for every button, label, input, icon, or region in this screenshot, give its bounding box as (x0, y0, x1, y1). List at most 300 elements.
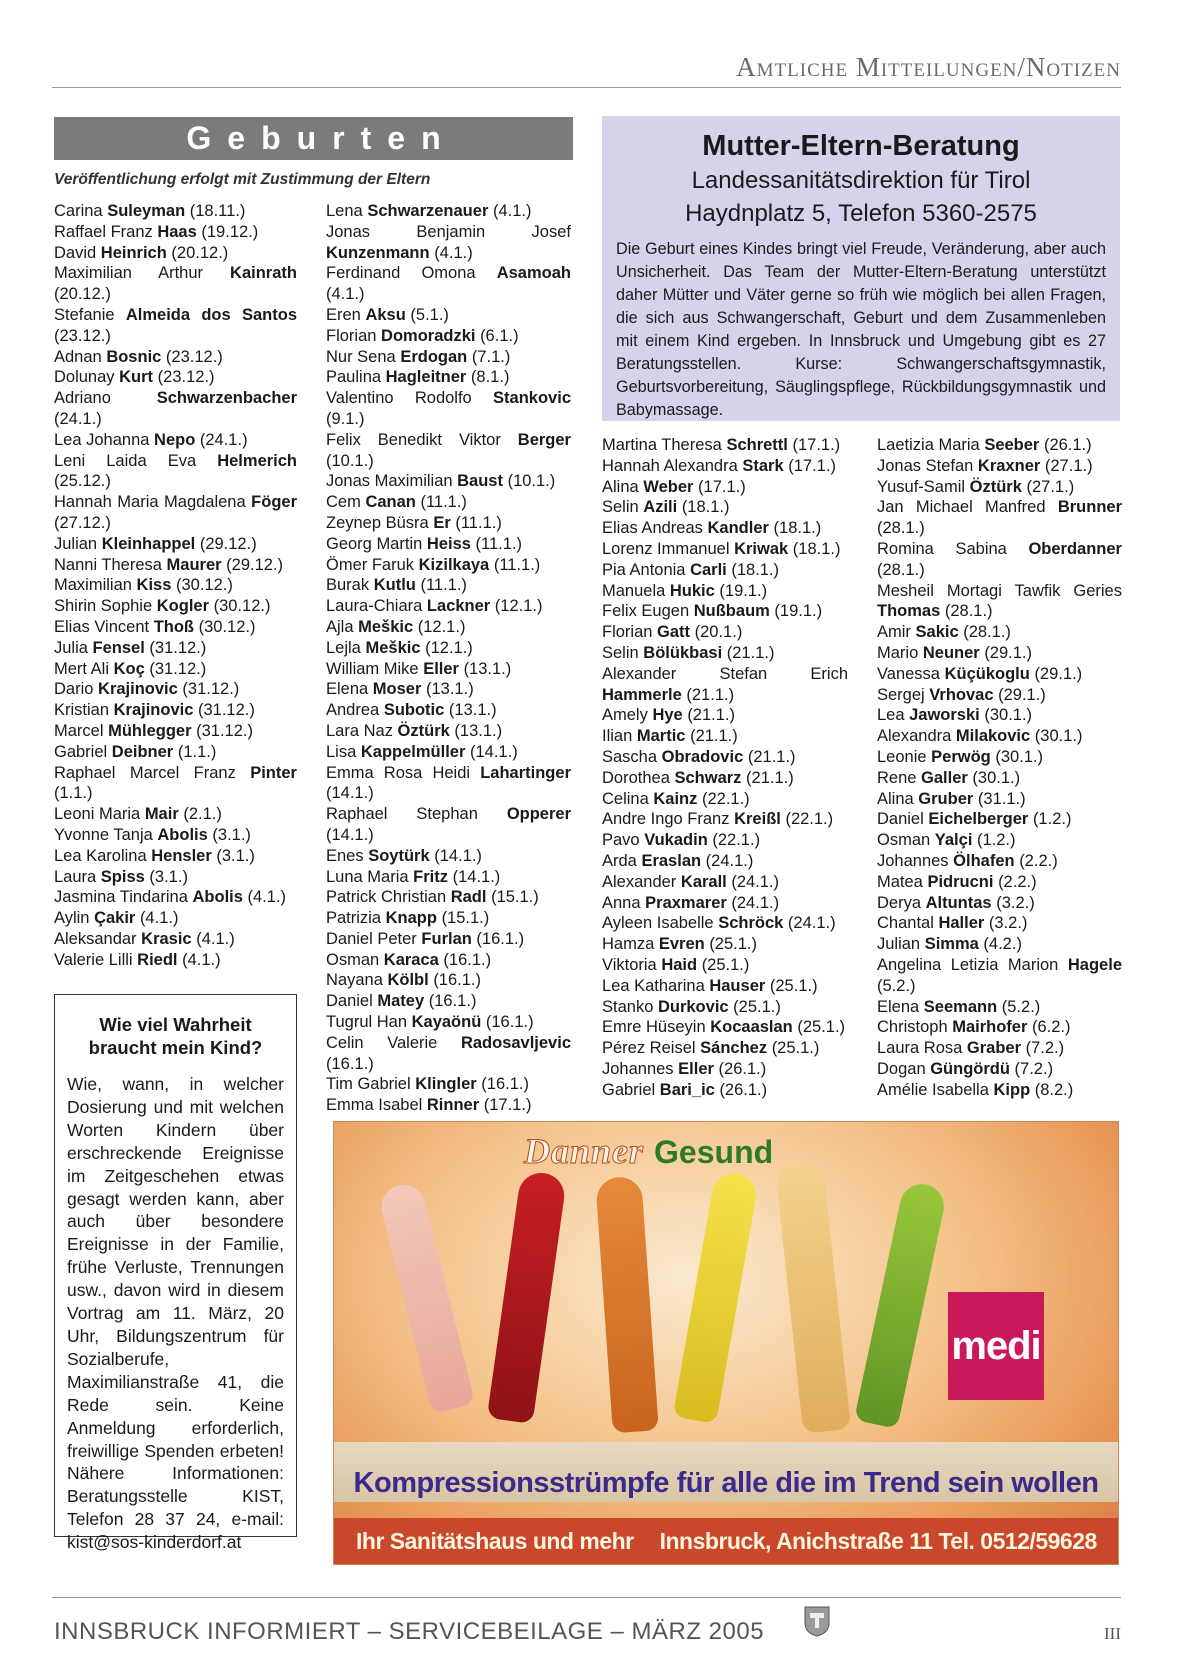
birth-date: (25.1.) (769, 976, 818, 995)
given-names: Julia (54, 638, 88, 657)
birth-entry (54, 887, 297, 908)
birth-entry (602, 560, 848, 581)
birth-date: (27.1.) (1044, 456, 1093, 475)
surname: Oberdanner (1028, 539, 1122, 558)
surname: Heiss (426, 534, 471, 553)
surname: Kandler (707, 519, 769, 538)
birth-entry (602, 789, 848, 810)
surname: Azili (643, 498, 678, 517)
given-names: Raffael Franz (54, 222, 153, 241)
surname: Schröck (718, 914, 784, 933)
birth-entry (326, 846, 571, 867)
birth-date: (6.2.) (1032, 1018, 1071, 1037)
births-banner: Geburten (54, 117, 573, 160)
birth-date: (22.1.) (701, 789, 750, 808)
birth-date: (4.1.) (182, 950, 221, 969)
birth-date: (23.12.) (165, 347, 223, 366)
birth-date: (31.12.) (149, 659, 207, 678)
birth-entry (54, 430, 297, 451)
surname: Kocaaslan (710, 1018, 793, 1037)
given-names: Dolunay (54, 368, 115, 387)
surname: Mair (144, 805, 179, 824)
advice-box-line2: Haydnplatz 5, Telefon 5360-2575 (685, 200, 1037, 227)
birth-date: (16.1.) (476, 929, 525, 948)
surname: Schwarzenbacher (156, 389, 297, 408)
given-names: Osman (877, 831, 931, 850)
birth-entry (877, 581, 1122, 623)
birth-entry (602, 518, 848, 539)
birth-entry (877, 435, 1122, 456)
birth-entry (602, 747, 848, 768)
birth-date: (31.12.) (149, 638, 207, 657)
birth-entry (54, 367, 297, 388)
stocking-leg-image (377, 1180, 475, 1414)
birth-entry (877, 497, 1122, 539)
given-names: Florian (602, 623, 653, 642)
birth-entry (602, 622, 848, 643)
birth-date: (30.12.) (175, 576, 233, 595)
birth-date: (20.12.) (54, 285, 111, 304)
birth-date: (30.1.) (972, 768, 1021, 787)
given-names: Andrea (326, 701, 380, 720)
birth-date: (4.1.) (326, 285, 365, 304)
birth-entry (326, 679, 571, 700)
surname: Martic (636, 727, 686, 746)
given-names: Valentino Rodolfo (326, 389, 472, 408)
surname: Eichelberger (928, 810, 1029, 829)
birth-entry (326, 991, 571, 1012)
surname: Praxmarer (645, 893, 727, 912)
surname: Öztürk (969, 477, 1022, 496)
birth-date: (22.1.) (712, 831, 761, 850)
given-names: Gabriel (602, 1080, 656, 1099)
given-names: Jonas Maximilian (326, 472, 453, 491)
surname: Jaworski (909, 706, 980, 725)
surname: Brunner (1057, 498, 1122, 517)
surname: Klingler (415, 1075, 477, 1094)
birth-entry (602, 976, 848, 997)
surname: Hammerle (602, 685, 682, 704)
birth-entry (877, 955, 1122, 997)
given-names: Julian (54, 534, 98, 553)
given-names: Hamza (602, 935, 655, 954)
surname: Sakic (915, 623, 959, 642)
birth-entry (877, 539, 1122, 581)
given-names: Pérez Reisel (602, 1039, 696, 1058)
surname: Berger (517, 430, 571, 449)
birth-date: (5.2.) (877, 976, 916, 995)
surname: Krasic (141, 929, 192, 948)
birth-date: (31.12.) (198, 701, 255, 720)
birth-entry (54, 451, 297, 493)
given-names: Lisa (326, 742, 357, 761)
given-names: Rene (877, 768, 917, 787)
birth-entry (326, 347, 571, 368)
birth-date: (10.1.) (326, 451, 374, 470)
birth-date: (31.1.) (977, 789, 1026, 808)
given-names: Johannes (602, 1059, 674, 1078)
birth-date: (11.1.) (475, 534, 522, 553)
birth-entry (877, 726, 1122, 747)
brand-suffix: Gesund (654, 1134, 774, 1170)
given-names: Cem (326, 493, 361, 512)
surname: Vukadin (644, 831, 708, 850)
ad-slogan: Kompressionsstrümpfe für alle die im Trend sein wollen (353, 1467, 1099, 1499)
surname: Obradovic (661, 747, 744, 766)
given-names: Maximilian (54, 576, 132, 595)
birth-entry (602, 456, 848, 477)
surname: Kainz (653, 789, 698, 808)
birth-entry (326, 950, 571, 971)
surname: Kriwak (734, 539, 789, 558)
surname: Bölükbasi (643, 643, 723, 662)
given-names: Adriano (54, 389, 111, 408)
page-footer (52, 1597, 1121, 1645)
birth-entry (54, 201, 297, 222)
birth-date: (17.1.) (792, 436, 841, 454)
given-names: Anna (602, 893, 641, 912)
surname: Thomas (877, 602, 941, 621)
birth-entry (326, 263, 571, 305)
given-names: Ferdinand Omona (326, 264, 476, 283)
surname: Kölbl (387, 971, 429, 990)
surname: Küçükoglu (944, 664, 1030, 683)
surname: Durkovic (657, 997, 729, 1016)
given-names: Patrizia (326, 909, 382, 928)
birth-entry (602, 1059, 848, 1080)
birth-entry (602, 1038, 848, 1059)
birth-entry (54, 846, 297, 867)
surname: Hauser (709, 976, 766, 995)
given-names: Laura Rosa (877, 1039, 963, 1058)
birth-entry (326, 763, 571, 805)
given-names: Angelina Letizia Marion (877, 955, 1059, 974)
birth-date: (21.1.) (690, 727, 738, 746)
birth-date: (12.1.) (417, 617, 466, 636)
surname: Hagele (1067, 955, 1122, 974)
surname: Çakir (94, 909, 136, 928)
surname: Milakovic (955, 727, 1031, 746)
birth-entry (326, 430, 571, 472)
birth-entry (326, 804, 571, 846)
birth-entry (326, 534, 571, 555)
publication-name: INNSBRUCK INFORMIERT – SERVICEBEILAGE – MÄRZ 2005 (54, 1618, 765, 1645)
surname: Eraslan (641, 851, 702, 870)
birth-date: (31.12.) (182, 680, 240, 699)
birth-date: (28.1.) (877, 560, 925, 579)
birth-entry (54, 700, 297, 721)
surname: Haller (938, 914, 985, 933)
birth-date: (12.1.) (425, 638, 473, 657)
birth-entry (326, 867, 571, 888)
birth-date: (6.1.) (480, 326, 519, 345)
given-names: Kristian (54, 701, 110, 720)
birth-entry (326, 638, 571, 659)
birth-entry (326, 367, 571, 388)
birth-entry (54, 804, 297, 825)
given-names: Shirin Sophie (54, 597, 153, 616)
surname: Erdogan (400, 347, 468, 366)
birth-entry (54, 492, 297, 534)
surname: Kogler (156, 597, 210, 616)
given-names: Arda (602, 851, 637, 870)
surname: Perwög (931, 747, 991, 766)
given-names: Mesheil Mortagi Tawfik Geries (877, 581, 1122, 600)
given-names: Pia Antonia (602, 560, 686, 579)
given-names: Enes (326, 846, 364, 865)
birth-date: (3.1.) (149, 867, 188, 886)
birth-entry (877, 768, 1122, 789)
birth-date: (14.1.) (470, 742, 518, 761)
birth-date: (7.1.) (471, 347, 511, 366)
given-names: Valerie Lilli (54, 950, 133, 969)
given-names: Amir (877, 623, 911, 642)
birth-date: (28.1.) (944, 602, 993, 621)
birth-date: (1.2.) (1032, 810, 1072, 829)
given-names: Alexander (602, 872, 677, 891)
advice-box-body: Die Geburt eines Kindes bringt viel Freude, Veränderung, aber auch Unsicherheit. Das Team der Mutter-Eltern-Beratung unterstützt daher Mütter und Väter gerne so früh wie möglich bei allen Fragen, die sich aus Schwangerschaft, Geburt und dem Zusammenleben mit einem Kind ergeben. In Innsbruck und Umgebung gibt es 27 Beratungsstellen. Kurse: Schwangerschaftsgymnastik, Geburtsvorbereitung, Säuglingspflege, Rückbildungsgymnastik und Babymassage. (616, 240, 1106, 419)
birth-date: (4.1.) (139, 909, 179, 928)
birth-date: (14.1.) (326, 825, 374, 844)
birth-date: (16.1.) (433, 971, 481, 990)
birth-entry (602, 705, 848, 726)
surname: Er (433, 513, 451, 532)
surname: Seeber (984, 436, 1040, 454)
birth-entry (54, 575, 297, 596)
ad-footer-tagline: Ihr Sanitätshaus und mehr (356, 1528, 634, 1554)
given-names: Nayana (326, 971, 383, 990)
birth-date: (10.1.) (507, 472, 556, 491)
birth-date: (21.1.) (747, 747, 796, 766)
birth-date: (4.2.) (983, 935, 1022, 954)
surname: Carli (690, 560, 727, 579)
given-names: Leni Laida Eva (54, 451, 197, 470)
given-names: Tim Gabriel (326, 1075, 411, 1094)
birth-date: (23.12.) (157, 368, 215, 387)
surname: Pinter (250, 763, 297, 782)
birth-date: (21.1.) (746, 768, 794, 787)
advertisement[interactable] (333, 1121, 1119, 1565)
surname: Öztürk (397, 721, 450, 740)
given-names: Jonas Stefan (877, 456, 974, 475)
birth-date: (14.1.) (326, 784, 374, 803)
birth-entry (54, 388, 297, 430)
birth-entry (602, 768, 848, 789)
birth-entry (877, 1038, 1122, 1059)
surname: Radl (450, 888, 487, 907)
birth-date: (30.1.) (984, 706, 1033, 725)
surname: Kleinhappel (101, 534, 196, 553)
birth-date: (11.1.) (420, 493, 467, 512)
given-names: Dorothea (602, 768, 670, 787)
birth-entry (602, 435, 848, 456)
surname: Kunzenmann (326, 243, 430, 262)
surname: Moser (372, 680, 422, 699)
birth-date: (14.1.) (434, 846, 482, 865)
given-names: Sergej (877, 685, 925, 704)
birth-entry (326, 929, 571, 950)
surname: Thoß (153, 617, 195, 636)
birth-date: (8.1.) (470, 368, 510, 387)
given-names: David (54, 243, 97, 262)
birth-entry (54, 347, 297, 368)
given-names: Elias Vincent (54, 617, 150, 636)
birth-date: (7.2.) (1014, 1059, 1054, 1078)
birth-entry (54, 534, 297, 555)
birth-entry (54, 721, 297, 742)
birth-date: (25.1.) (701, 955, 750, 974)
given-names: Nanni Theresa (54, 555, 162, 574)
given-names: Eren (326, 305, 361, 324)
given-names: Chantal (877, 914, 934, 933)
birth-date: (29.1.) (984, 643, 1032, 662)
given-names: Andre Ingo Franz (602, 810, 730, 829)
given-names: Lena (326, 202, 363, 220)
birth-entry (602, 955, 848, 976)
surname: Haas (157, 222, 197, 241)
birth-date: (18.1.) (792, 539, 841, 558)
birth-date: (13.1.) (448, 701, 497, 720)
birth-date: (4.1.) (196, 929, 235, 948)
given-names: Alexander Stefan Erich (602, 664, 848, 683)
birth-date: (22.1.) (785, 810, 834, 829)
birth-entry (326, 222, 571, 264)
surname: Hensler (151, 846, 212, 865)
given-names: Elias Andreas (602, 519, 703, 538)
given-names: Stefanie (54, 305, 115, 324)
surname: Neuner (922, 643, 980, 662)
info-box-title: Wie viel Wahrheit braucht mein Kind? (88, 1014, 263, 1058)
section-title: Amtliche Mitteilungen/Notizen (736, 52, 1121, 82)
given-names: Johannes (877, 851, 949, 870)
birth-date: (3.1.) (216, 846, 255, 865)
medi-logo: medi (948, 1292, 1044, 1400)
birth-date: (29.1.) (998, 685, 1046, 704)
given-names: Leonie (877, 747, 927, 766)
given-names: Lea Katharina (602, 976, 705, 995)
birth-date: (2.1.) (183, 805, 222, 824)
given-names: Elena (326, 680, 369, 699)
given-names: Jan Michael Manfred (877, 498, 1046, 517)
surname: Meškic (358, 617, 414, 636)
given-names: Celin Valerie (326, 1033, 438, 1052)
birth-entry (326, 887, 571, 908)
birth-date: (25.12.) (54, 472, 111, 491)
surname: Karaca (383, 950, 439, 969)
given-names: Alexandra (877, 727, 952, 746)
given-names: Jasmina Tindarina (54, 888, 188, 907)
birth-date: (30.1.) (1034, 727, 1083, 746)
given-names: Ilian (602, 727, 633, 746)
birth-entry (877, 913, 1122, 934)
birth-date: (26.1.) (718, 1059, 767, 1078)
given-names: Gabriel (54, 742, 108, 761)
given-names: Laura (54, 867, 97, 886)
birth-entry (602, 830, 848, 851)
surname: Abolis (192, 888, 243, 907)
birth-entry (877, 1080, 1122, 1101)
birth-entry (877, 747, 1122, 768)
surname: Sánchez (700, 1039, 768, 1058)
birth-entry (877, 1059, 1122, 1080)
birth-entry (877, 893, 1122, 914)
brand-name: Danner (524, 1131, 645, 1171)
given-names: Emre Hüseyin (602, 1018, 706, 1037)
surname: Baust (457, 472, 503, 491)
birth-date: (18.1.) (731, 560, 780, 579)
surname: Suleyman (107, 202, 186, 220)
birth-entry (54, 742, 297, 763)
birth-date: (26.1.) (1043, 436, 1092, 454)
ad-brand (524, 1130, 773, 1172)
birth-entry (602, 726, 848, 747)
birth-entry (877, 789, 1122, 810)
birth-entry (54, 638, 297, 659)
given-names: Yusuf-Samil (877, 477, 966, 496)
surname: Lahartinger (480, 763, 571, 782)
births-subtitle: Veröffentlichung erfolgt mit Zustimmung der Eltern (54, 171, 431, 188)
given-names: Lea Johanna (54, 430, 150, 449)
birth-entry (877, 809, 1122, 830)
surname: Canan (365, 493, 416, 512)
surname: Krajinovic (98, 680, 178, 699)
birth-entry (877, 934, 1122, 955)
given-names: Celina (602, 789, 649, 808)
surname: Matey (377, 992, 425, 1011)
birth-date: (28.1.) (877, 519, 925, 538)
given-names: Felix Eugen (602, 602, 690, 621)
given-names: Laura-Chiara (326, 597, 423, 616)
birth-date: (28.1.) (963, 623, 1011, 642)
birth-entry (326, 742, 571, 763)
given-names: Burak (326, 576, 370, 595)
birth-entry (326, 1095, 571, 1116)
ad-footer-address: Innsbruck, Anichstraße 11 Tel. 0512/59628 (659, 1528, 1097, 1554)
surname: Helmerich (217, 451, 298, 470)
birth-entry (877, 477, 1122, 498)
given-names: Lea Karolina (54, 846, 147, 865)
given-names: Mario (877, 643, 919, 662)
birth-date: (24.1.) (54, 409, 102, 428)
given-names: Hannah Alexandra (602, 456, 738, 475)
surname: Kutlu (373, 576, 416, 595)
births-column-3 (602, 435, 848, 1101)
birth-entry (326, 1012, 571, 1033)
given-names: Selin (602, 498, 639, 517)
birth-entry (877, 872, 1122, 893)
birth-date: (3.1.) (212, 825, 251, 844)
birth-entry (54, 659, 297, 680)
birth-date: (19.1.) (774, 602, 823, 621)
birth-entry (326, 700, 571, 721)
surname: Almeida dos Santos (125, 305, 297, 324)
birth-date: (24.1.) (705, 851, 754, 870)
birth-entry (877, 622, 1122, 643)
surname: Pidrucni (927, 872, 994, 891)
birth-entry (602, 934, 848, 955)
surname: Spiss (100, 867, 145, 886)
birth-entry (326, 1074, 571, 1095)
birth-entry (602, 497, 848, 518)
stocking-leg-image (673, 1170, 760, 1424)
birth-entry (326, 555, 571, 576)
birth-entry (326, 617, 571, 638)
given-names: Raphael Stephan (326, 805, 478, 824)
birth-date: (25.1.) (709, 935, 757, 954)
birth-entry (326, 575, 571, 596)
birth-date: (18.1.) (681, 498, 730, 517)
birth-date: (23.12.) (54, 326, 111, 345)
